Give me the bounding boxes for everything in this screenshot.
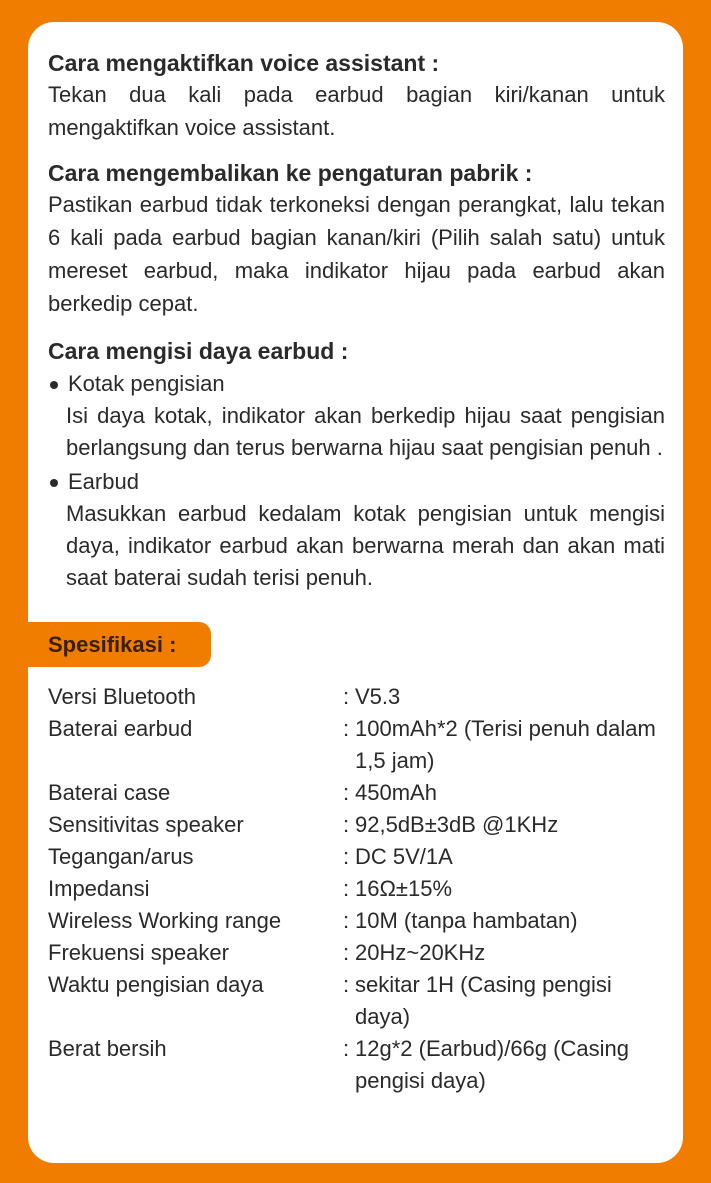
spec-key: Impedansi [48,876,150,901]
spec-key: Tegangan/arus [48,844,194,869]
spec-value: 20Hz~20KHz [355,940,486,965]
instructions [48,48,665,594]
table-row [48,809,668,841]
spec-value: sekitar 1H (Casing pengisi daya) [355,972,612,1029]
spec-separator: : [343,780,350,805]
list-item [48,368,665,400]
spec-separator: : [343,1036,350,1061]
table-row [48,713,668,777]
charging-heading: Cara mengisi daya earbud : [48,338,349,364]
spec-separator: : [343,876,350,901]
bullet-icon [50,479,58,487]
voice-assistant-heading: Cara mengaktifkan voice assistant : [48,50,440,76]
list-item-title: Earbud [68,469,139,494]
spec-value: 100mAh*2 (Terisi penuh dalam 1,5 jam) [355,716,656,773]
spec-key: Baterai earbud [48,716,193,741]
list-item [48,466,665,498]
voice-assistant-text: Tekan dua kali pada earbud bagian kiri/kanan untuk mengaktifkan voice assistant. [48,82,665,140]
spec-separator: : [343,684,350,709]
spec-separator: : [343,908,350,933]
spec-key: Baterai case [48,780,171,805]
table-row [48,905,668,937]
spec-value: 12g*2 (Earbud)/66g (Casing pengisi daya) [355,1036,629,1093]
spec-value: 16Ω±15% [355,876,453,901]
table-row [48,969,668,1033]
list-item-text: Isi daya kotak, indikator akan berkedip hijau saat pengisian berlangsung dan terus berwarna hijau saat pengisian penuh . [66,403,665,460]
list-item-text: Masukkan earbud kedalam kotak pengisian untuk mengisi daya, indikator earbud akan berwarna merah dan akan mati saat baterai sudah terisi penuh. [66,501,665,590]
charging-list [48,368,665,594]
spec-separator: : [343,844,350,869]
spec-key: Wireless Working range [48,908,282,933]
spec-separator: : [343,972,350,997]
table-row [48,937,668,969]
bullet-icon [50,381,58,389]
spec-key: Versi Bluetooth [48,684,196,709]
spec-key: Waktu pengisian daya [48,972,264,997]
spec-key: Sensitivitas speaker [48,812,244,837]
spec-value: 10M (tanpa hambatan) [355,908,578,933]
table-row [48,873,668,905]
factory-reset-text: Pastikan earbud tidak terkoneksi dengan perangkat, lalu tekan 6 kali pada earbud bagian kanan/kiri (Pilih salah satu) untuk mereset earbud, maka indikator hijau pada earbud akan berkedip cepat. [48,192,665,316]
table-row [48,681,668,713]
spec-separator: : [343,940,350,965]
spec-separator: : [343,716,350,741]
table-row [48,1033,668,1097]
spec-value: DC 5V/1A [355,844,453,869]
factory-reset-heading: Cara mengembalikan ke pengaturan pabrik : [48,160,533,186]
table-row [48,841,668,873]
spec-value: V5.3 [355,684,401,709]
table-row [48,777,668,809]
spec-value: 450mAh [355,780,437,805]
spec-separator: : [343,812,350,837]
spec-key: Frekuensi speaker [48,940,229,965]
specifications-label: Spesifikasi : [28,622,211,667]
specifications-table [48,681,668,1097]
spec-value: 92,5dB±3dB @1KHz [355,812,559,837]
spec-key: Berat bersih [48,1036,167,1061]
list-item-title: Kotak pengisian [68,371,225,396]
